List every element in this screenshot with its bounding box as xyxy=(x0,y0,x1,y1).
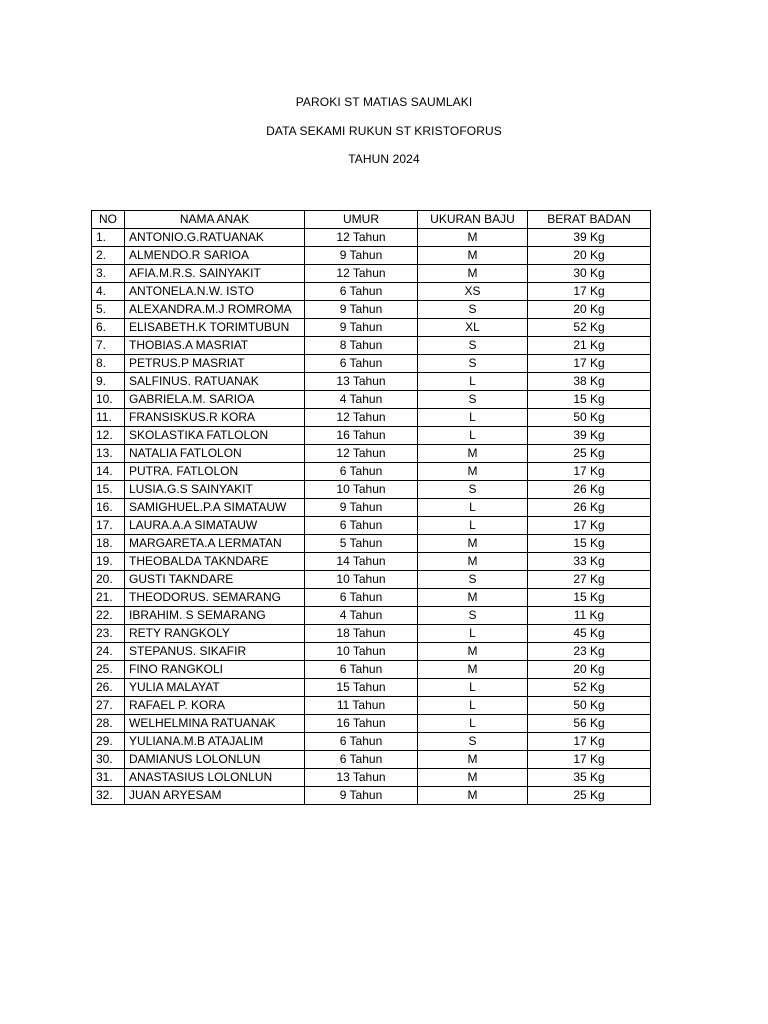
table-row xyxy=(92,391,651,409)
row-weight: 39 Kg xyxy=(528,229,651,247)
document-title-year: TAHUN 2024 xyxy=(348,152,420,166)
row-shirt-size: M xyxy=(418,445,528,463)
row-number: 24. xyxy=(92,643,125,661)
row-child-name: LUSIA.G.S SAINYAKIT xyxy=(125,481,305,499)
row-child-name: SAMIGHUEL.P.A SIMATAUW xyxy=(125,499,305,517)
table-row xyxy=(92,427,651,445)
row-age: 10 Tahun xyxy=(305,481,418,499)
table-row xyxy=(92,517,651,535)
row-age: 4 Tahun xyxy=(305,391,418,409)
table-row xyxy=(92,571,651,589)
row-age: 6 Tahun xyxy=(305,283,418,301)
table-row xyxy=(92,283,651,301)
row-child-name: ALEXANDRA.M.J ROMROMA xyxy=(125,301,305,319)
table-body xyxy=(92,229,651,805)
row-shirt-size: XS xyxy=(418,283,528,301)
row-weight: 17 Kg xyxy=(528,463,651,481)
row-age: 12 Tahun xyxy=(305,229,418,247)
row-weight: 30 Kg xyxy=(528,265,651,283)
row-number: 3. xyxy=(92,265,125,283)
header-shirt-size: UKURAN BAJU xyxy=(418,211,528,229)
table-row xyxy=(92,787,651,805)
table-row xyxy=(92,337,651,355)
table-row xyxy=(92,715,651,733)
row-age: 8 Tahun xyxy=(305,337,418,355)
row-number: 18. xyxy=(92,535,125,553)
header-name: NAMA ANAK xyxy=(125,211,305,229)
row-number: 4. xyxy=(92,283,125,301)
row-shirt-size: L xyxy=(418,517,528,535)
table-row xyxy=(92,697,651,715)
row-age: 15 Tahun xyxy=(305,679,418,697)
table-row xyxy=(92,643,651,661)
row-number: 31. xyxy=(92,769,125,787)
row-shirt-size: M xyxy=(418,229,528,247)
row-age: 13 Tahun xyxy=(305,373,418,391)
row-number: 8. xyxy=(92,355,125,373)
row-number: 26. xyxy=(92,679,125,697)
row-shirt-size: S xyxy=(418,733,528,751)
row-weight: 20 Kg xyxy=(528,247,651,265)
row-weight: 50 Kg xyxy=(528,697,651,715)
row-child-name: PETRUS.P MASRIAT xyxy=(125,355,305,373)
row-age: 12 Tahun xyxy=(305,409,418,427)
document-title-parish: PAROKI ST MATIAS SAUMLAKI xyxy=(295,95,473,109)
row-weight: 15 Kg xyxy=(528,535,651,553)
row-number: 32. xyxy=(92,787,125,805)
row-weight: 52 Kg xyxy=(528,319,651,337)
row-child-name: ALMENDO.R SARIOA xyxy=(125,247,305,265)
row-number: 21. xyxy=(92,589,125,607)
row-weight: 20 Kg xyxy=(528,301,651,319)
table-row xyxy=(92,319,651,337)
row-child-name: ELISABETH.K TORIMTUBUN xyxy=(125,319,305,337)
row-number: 20. xyxy=(92,571,125,589)
row-number: 2. xyxy=(92,247,125,265)
table-row xyxy=(92,769,651,787)
table-row xyxy=(92,229,651,247)
row-number: 16. xyxy=(92,499,125,517)
row-weight: 39 Kg xyxy=(528,427,651,445)
row-number: 11. xyxy=(92,409,125,427)
row-shirt-size: S xyxy=(418,391,528,409)
row-age: 14 Tahun xyxy=(305,553,418,571)
row-age: 9 Tahun xyxy=(305,301,418,319)
row-child-name: YULIA MALAYAT xyxy=(125,679,305,697)
row-weight: 15 Kg xyxy=(528,391,651,409)
row-shirt-size: L xyxy=(418,427,528,445)
header-age: UMUR xyxy=(305,211,418,229)
row-age: 13 Tahun xyxy=(305,769,418,787)
row-weight: 15 Kg xyxy=(528,589,651,607)
row-child-name: MARGARETA.A LERMATAN xyxy=(125,535,305,553)
table-row xyxy=(92,553,651,571)
table-row xyxy=(92,535,651,553)
row-shirt-size: L xyxy=(418,715,528,733)
row-number: 7. xyxy=(92,337,125,355)
row-shirt-size: M xyxy=(418,553,528,571)
row-age: 6 Tahun xyxy=(305,517,418,535)
row-child-name: THOBIAS.A MASRIAT xyxy=(125,337,305,355)
row-child-name: RAFAEL P. KORA xyxy=(125,697,305,715)
row-number: 1. xyxy=(92,229,125,247)
row-weight: 20 Kg xyxy=(528,661,651,679)
row-number: 30. xyxy=(92,751,125,769)
row-weight: 38 Kg xyxy=(528,373,651,391)
row-age: 10 Tahun xyxy=(305,643,418,661)
row-weight: 17 Kg xyxy=(528,283,651,301)
table-row xyxy=(92,589,651,607)
row-shirt-size: L xyxy=(418,499,528,517)
row-child-name: AFIA.M.R.S. SAINYAKIT xyxy=(125,265,305,283)
table-row xyxy=(92,301,651,319)
row-shirt-size: L xyxy=(418,697,528,715)
row-number: 22. xyxy=(92,607,125,625)
row-number: 6. xyxy=(92,319,125,337)
row-shirt-size: XL xyxy=(418,319,528,337)
row-child-name: PUTRA. FATLOLON xyxy=(125,463,305,481)
header-no: NO xyxy=(92,211,125,229)
row-child-name: THEODORUS. SEMARANG xyxy=(125,589,305,607)
row-shirt-size: S xyxy=(418,571,528,589)
row-child-name: THEOBALDA TAKNDARE xyxy=(125,553,305,571)
row-child-name: ANTONIO.G.RATUANAK xyxy=(125,229,305,247)
row-child-name: WELHELMINA RATUANAK xyxy=(125,715,305,733)
row-age: 9 Tahun xyxy=(305,787,418,805)
table-row xyxy=(92,463,651,481)
row-number: 5. xyxy=(92,301,125,319)
row-shirt-size: M xyxy=(418,247,528,265)
row-weight: 17 Kg xyxy=(528,733,651,751)
table-row xyxy=(92,373,651,391)
row-child-name: ANASTASIUS LOLONLUN xyxy=(125,769,305,787)
row-age: 18 Tahun xyxy=(305,625,418,643)
row-shirt-size: M xyxy=(418,643,528,661)
header-weight: BERAT BADAN xyxy=(528,211,651,229)
row-weight: 17 Kg xyxy=(528,517,651,535)
row-shirt-size: L xyxy=(418,679,528,697)
row-age: 9 Tahun xyxy=(305,499,418,517)
row-child-name: IBRAHIM. S SEMARANG xyxy=(125,607,305,625)
row-weight: 35 Kg xyxy=(528,769,651,787)
row-number: 15. xyxy=(92,481,125,499)
table-row xyxy=(92,733,651,751)
row-child-name: DAMIANUS LOLONLUN xyxy=(125,751,305,769)
row-weight: 25 Kg xyxy=(528,787,651,805)
row-child-name: GUSTI TAKNDARE xyxy=(125,571,305,589)
row-shirt-size: M xyxy=(418,769,528,787)
row-child-name: JUAN ARYESAM xyxy=(125,787,305,805)
row-age: 6 Tahun xyxy=(305,463,418,481)
row-number: 19. xyxy=(92,553,125,571)
row-number: 28. xyxy=(92,715,125,733)
row-shirt-size: M xyxy=(418,661,528,679)
row-shirt-size: M xyxy=(418,265,528,283)
row-child-name: FINO RANGKOLI xyxy=(125,661,305,679)
row-weight: 11 Kg xyxy=(528,607,651,625)
row-number: 23. xyxy=(92,625,125,643)
table-row xyxy=(92,751,651,769)
table-row xyxy=(92,499,651,517)
row-number: 14. xyxy=(92,463,125,481)
row-shirt-size: M xyxy=(418,535,528,553)
row-shirt-size: M xyxy=(418,589,528,607)
table-row xyxy=(92,355,651,373)
row-weight: 45 Kg xyxy=(528,625,651,643)
row-age: 5 Tahun xyxy=(305,535,418,553)
row-age: 9 Tahun xyxy=(305,247,418,265)
row-weight: 27 Kg xyxy=(528,571,651,589)
table-row xyxy=(92,481,651,499)
table-row xyxy=(92,625,651,643)
table-row xyxy=(92,607,651,625)
row-number: 10. xyxy=(92,391,125,409)
row-shirt-size: L xyxy=(418,373,528,391)
row-shirt-size: L xyxy=(418,409,528,427)
document-title-data: DATA SEKAMI RUKUN ST KRISTOFORUS xyxy=(266,124,502,138)
row-weight: 26 Kg xyxy=(528,499,651,517)
row-age: 6 Tahun xyxy=(305,751,418,769)
table-row xyxy=(92,679,651,697)
row-number: 29. xyxy=(92,733,125,751)
row-age: 6 Tahun xyxy=(305,661,418,679)
row-child-name: LAURA.A.A SIMATAUW xyxy=(125,517,305,535)
row-shirt-size: L xyxy=(418,625,528,643)
row-number: 17. xyxy=(92,517,125,535)
row-weight: 25 Kg xyxy=(528,445,651,463)
row-shirt-size: S xyxy=(418,355,528,373)
row-child-name: RETY RANGKOLY xyxy=(125,625,305,643)
row-shirt-size: S xyxy=(418,481,528,499)
row-shirt-size: M xyxy=(418,751,528,769)
row-child-name: SKOLASTIKA FATLOLON xyxy=(125,427,305,445)
row-weight: 33 Kg xyxy=(528,553,651,571)
row-age: 11 Tahun xyxy=(305,697,418,715)
row-weight: 56 Kg xyxy=(528,715,651,733)
row-weight: 50 Kg xyxy=(528,409,651,427)
table-header-row xyxy=(92,211,651,229)
row-number: 25. xyxy=(92,661,125,679)
row-number: 9. xyxy=(92,373,125,391)
row-shirt-size: S xyxy=(418,607,528,625)
row-age: 12 Tahun xyxy=(305,445,418,463)
row-weight: 17 Kg xyxy=(528,355,651,373)
table-row xyxy=(92,445,651,463)
row-age: 6 Tahun xyxy=(305,589,418,607)
row-child-name: ANTONELA.N.W. ISTO xyxy=(125,283,305,301)
row-age: 16 Tahun xyxy=(305,715,418,733)
row-weight: 21 Kg xyxy=(528,337,651,355)
row-age: 12 Tahun xyxy=(305,265,418,283)
row-age: 16 Tahun xyxy=(305,427,418,445)
row-age: 6 Tahun xyxy=(305,733,418,751)
table-row xyxy=(92,265,651,283)
row-age: 9 Tahun xyxy=(305,319,418,337)
row-child-name: GABRIELA.M. SARIOA xyxy=(125,391,305,409)
row-number: 12. xyxy=(92,427,125,445)
row-number: 27. xyxy=(92,697,125,715)
row-shirt-size: M xyxy=(418,787,528,805)
row-weight: 26 Kg xyxy=(528,481,651,499)
row-age: 6 Tahun xyxy=(305,355,418,373)
row-child-name: FRANSISKUS.R KORA xyxy=(125,409,305,427)
table-row xyxy=(92,661,651,679)
row-weight: 23 Kg xyxy=(528,643,651,661)
row-child-name: SALFINUS. RATUANAK xyxy=(125,373,305,391)
row-age: 10 Tahun xyxy=(305,571,418,589)
row-child-name: YULIANA.M.B ATAJALIM xyxy=(125,733,305,751)
table-row xyxy=(92,409,651,427)
row-weight: 52 Kg xyxy=(528,679,651,697)
row-child-name: STEPANUS. SIKAFIR xyxy=(125,643,305,661)
row-shirt-size: S xyxy=(418,337,528,355)
row-weight: 17 Kg xyxy=(528,751,651,769)
children-data-table xyxy=(91,210,651,805)
row-child-name: NATALIA FATLOLON xyxy=(125,445,305,463)
table-row xyxy=(92,247,651,265)
row-shirt-size: S xyxy=(418,301,528,319)
row-age: 4 Tahun xyxy=(305,607,418,625)
row-number: 13. xyxy=(92,445,125,463)
row-shirt-size: M xyxy=(418,463,528,481)
